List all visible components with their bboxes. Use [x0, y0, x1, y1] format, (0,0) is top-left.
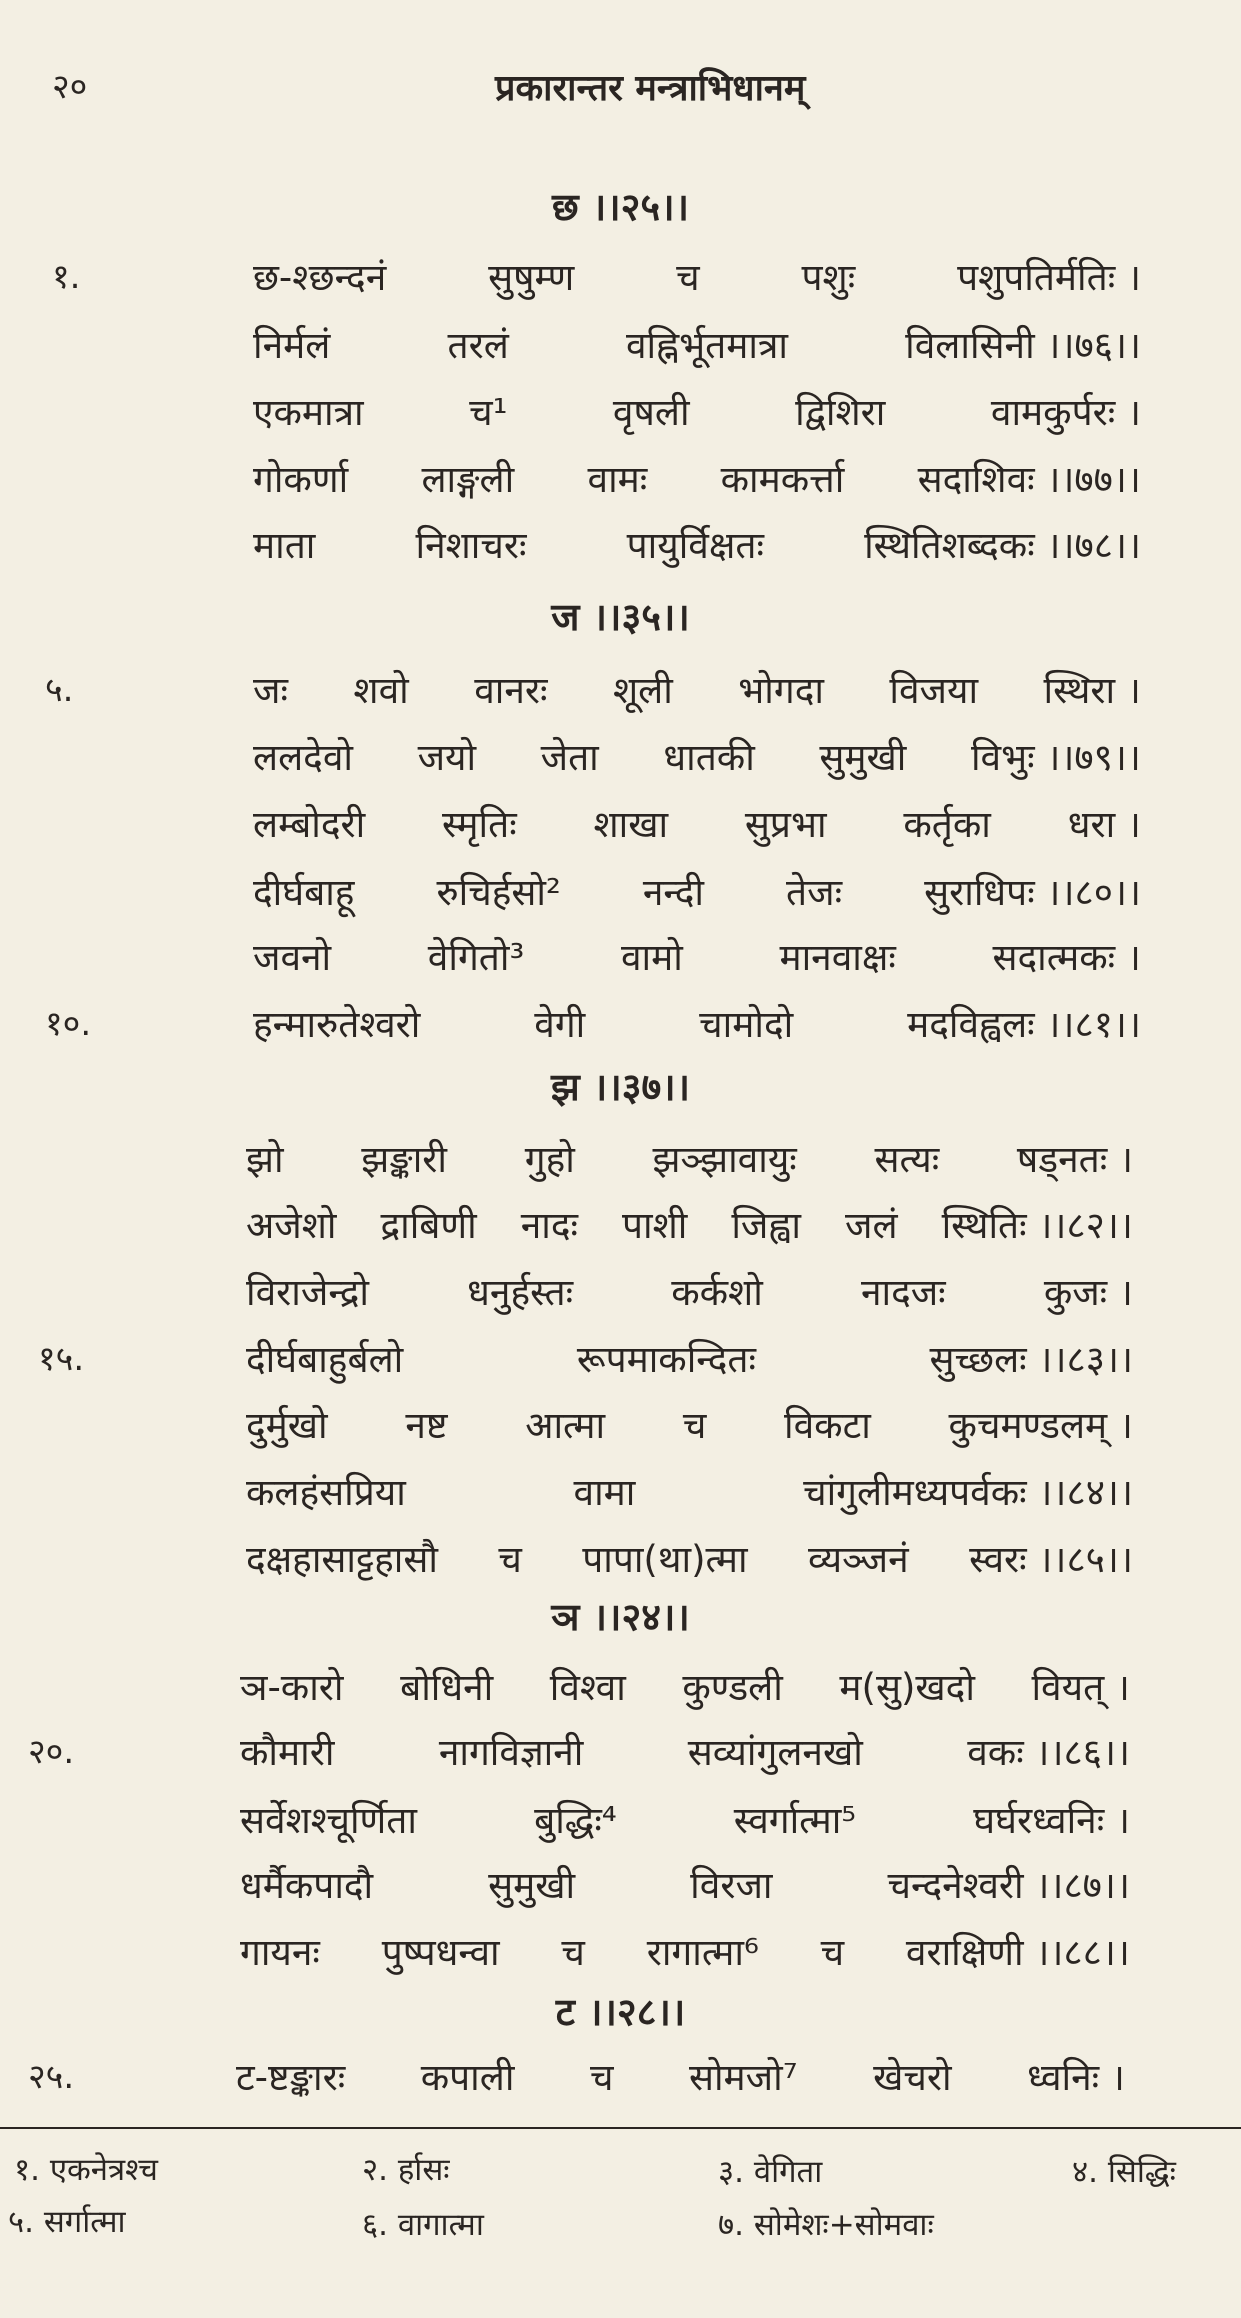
footnote: ४. सिद्धिः [1072, 2154, 1176, 2190]
verse-word: मदविह्वलः ।।८१।। [907, 1003, 1141, 1046]
verse-word: पुष्पधन्वा [381, 1931, 500, 1974]
footnote: २. र्हासः [362, 2152, 450, 2188]
verse-word: कौमारी [240, 1731, 335, 1774]
verse-word: दीर्घबाहुर्बलो [246, 1338, 404, 1381]
verse-word: लाङ्गली [421, 458, 515, 501]
verse-line [253, 518, 1141, 569]
verse-word: स्वरः ।।८५।। [969, 1538, 1133, 1581]
verse-line [253, 797, 1141, 848]
verse-word: विरजा [690, 1864, 773, 1907]
line-number: २५. [28, 2057, 75, 2097]
verse-word: व्यञ्जनं [808, 1538, 909, 1581]
verse-word: च [589, 2056, 614, 2099]
verse-word: वृषली [612, 391, 690, 434]
verse-word: वामकुर्परः । [990, 391, 1141, 434]
line-number: १५. [38, 1339, 85, 1379]
verse-word: अजेशो [246, 1204, 337, 1247]
footnote: ५. सर्गात्मा [8, 2204, 126, 2240]
verse-word: ञ-कारो [240, 1666, 344, 1709]
verse-word: सुच्छलः ।।८३।। [929, 1338, 1133, 1381]
verse-word: दीर्घबाहू [253, 871, 355, 914]
verse-word: वियत् । [1031, 1666, 1130, 1709]
verse-word: चांगुलीमध्यपर्वकः ।।८४।। [803, 1471, 1133, 1514]
verse-line [240, 1725, 1130, 1776]
verse-line [240, 1858, 1130, 1909]
verse-word: बोधिनी [400, 1666, 494, 1709]
verse-word: चामोदो [699, 1003, 794, 1046]
verse-word: ललदेवो [253, 736, 353, 779]
verse-word: सुमुखी [488, 1864, 576, 1907]
verse-word: कुण्डली [682, 1666, 783, 1709]
verse-word: छ-श्छन्दनं [253, 256, 387, 299]
verse-word: शवो [353, 669, 409, 712]
verse-word: वेगितो³ [427, 936, 525, 979]
verse-word: खेचरो [873, 2056, 952, 2099]
verse-word: जः [253, 669, 288, 712]
verse-word: च [676, 256, 700, 299]
verse-word: वानरः [474, 669, 548, 712]
verse-line [253, 452, 1141, 503]
verse-word: वकः ।।८६।। [967, 1731, 1130, 1774]
verse-word: जवनो [253, 936, 332, 979]
verse-word: कर्तृका [903, 803, 991, 846]
running-head: प्रकारान्तर मन्त्राभिधानम् [495, 68, 806, 109]
verse-word: सुमुखी [819, 736, 907, 779]
verse-line [253, 385, 1141, 436]
verse-word: जिह्वा [731, 1204, 802, 1247]
verse-line [253, 997, 1141, 1048]
verse-word: रागात्मा⁶ [646, 1931, 759, 1974]
verse-line [253, 318, 1141, 369]
verse-word: शूली [612, 669, 673, 712]
verse-word: चन्दनेश्वरी ।।८७।। [887, 1864, 1130, 1907]
verse-word: सोमजो⁷ [688, 2056, 798, 2099]
verse-word: स्मृतिः [442, 803, 517, 846]
verse-word: सुराधिपः ।।८०।। [924, 871, 1141, 914]
verse-word: ट-ष्टङ्कारः [236, 2056, 346, 2099]
section-heading: ञ ।।२४।। [551, 1595, 690, 1639]
verse-line [253, 250, 1141, 301]
verse-word: ध्वनिः । [1027, 2056, 1125, 2099]
verse-word: पशुपतिर्मतिः । [957, 256, 1141, 299]
verse-line [246, 1398, 1133, 1449]
verse-word: सदाशिवः ।।७७।। [917, 458, 1141, 501]
verse-word: विराजेन्द्रो [246, 1271, 369, 1314]
verse-word: सत्यः [874, 1138, 940, 1181]
footnote: १. एकनेत्रश्च [14, 2152, 158, 2188]
verse-word: म(सु)खदो [839, 1666, 975, 1709]
verse-word: षड्नतः । [1016, 1138, 1133, 1181]
verse-word: रूपमाकन्दितः [576, 1338, 756, 1381]
section-heading: छ ।।२५।। [552, 185, 689, 229]
verse-word: बुद्धिः⁴ [534, 1799, 617, 1842]
verse-line [253, 865, 1141, 916]
verse-word: पाशी [622, 1204, 688, 1247]
footnote: ७. सोमेशः+सोमवाः [718, 2207, 934, 2243]
verse-word: सदात्मकः । [992, 936, 1141, 979]
verse-word: वह्निर्भूतमात्रा [625, 324, 788, 367]
verse-word: पशुः [801, 256, 856, 299]
verse-word: धरा । [1067, 803, 1141, 846]
verse-line [253, 930, 1141, 981]
verse-word: रुचिर्हसो² [436, 871, 561, 914]
verse-word: हन्मारुतेश्वरो [253, 1003, 421, 1046]
verse-word: जलं [845, 1204, 898, 1247]
verse-word: वराक्षिणी ।।८८।। [905, 1931, 1130, 1974]
section-heading: ट ।।२८।। [555, 1990, 686, 2034]
verse-word: स्थितिः ।।८२।। [941, 1204, 1133, 1247]
verse-word: विलासिनी ।।७६।। [905, 324, 1141, 367]
line-number: १. [52, 257, 81, 297]
verse-word: मानवाक्षः [779, 936, 896, 979]
verse-word: तेजः [786, 871, 843, 914]
verse-word: माता [253, 524, 316, 567]
verse-word: तरलं [447, 324, 509, 367]
verse-word: जेता [540, 736, 599, 779]
verse-word: वामो [620, 936, 683, 979]
verse-word: दुर्मुखो [246, 1404, 328, 1447]
verse-word: गोकर्णा [253, 458, 349, 501]
verse-word: एकमात्रा [253, 391, 364, 434]
verse-line [240, 1793, 1130, 1844]
verse-word: झङ्कारी [361, 1138, 447, 1181]
verse-line [240, 1660, 1130, 1711]
verse-line [236, 2050, 1125, 2101]
verse-word: निशाचरः [415, 524, 527, 567]
page-number: २० [52, 67, 88, 107]
section-heading: झ ।।३७।। [550, 1065, 691, 1109]
verse-word: नागविज्ञानी [438, 1731, 584, 1774]
verse-word: पायुर्विक्षतः [626, 524, 764, 567]
footnote: ३. वेगिता [718, 2154, 823, 2190]
verse-word: घर्घरध्वनिः । [973, 1799, 1130, 1842]
verse-word: कलहंसप्रिया [246, 1471, 406, 1514]
verse-word: झो [246, 1138, 284, 1181]
verse-word: च [682, 1404, 707, 1447]
verse-line [246, 1132, 1133, 1183]
verse-word: गायनः [240, 1931, 320, 1974]
verse-word: जयो [417, 736, 477, 779]
verse-line [253, 663, 1141, 714]
verse-word: पापा(था)त्मा [582, 1538, 748, 1581]
verse-word: आत्मा [525, 1404, 606, 1447]
verse-line [240, 1925, 1130, 1976]
verse-word: स्थिरा । [1043, 669, 1141, 712]
verse-word: नन्दी [642, 871, 705, 914]
verse-line [246, 1332, 1133, 1383]
verse-word: च [820, 1931, 845, 1974]
verse-word: द्राबिणी [380, 1204, 477, 1247]
verse-word: कुचमण्डलम् । [948, 1404, 1133, 1447]
verse-word: भोगदा [738, 669, 824, 712]
verse-word: सव्यांगुलनखो [687, 1731, 863, 1774]
verse-word: वामा [573, 1471, 636, 1514]
verse-word: धातकी [663, 736, 755, 779]
verse-word: कामकर्त्ता [720, 458, 845, 501]
verse-line [253, 730, 1141, 781]
verse-line [246, 1465, 1133, 1516]
verse-word: दक्षहासाट्टहासौ [246, 1538, 438, 1581]
verse-word: धर्मैकपादौ [240, 1864, 374, 1907]
verse-word: कुजः । [1043, 1271, 1133, 1314]
verse-word: झञ्झावायुः [652, 1138, 797, 1181]
verse-word: वेगी [534, 1003, 586, 1046]
verse-word: सर्वेशश्चूर्णिता [240, 1799, 417, 1842]
verse-word: च [561, 1931, 585, 1974]
verse-word: लम्बोदरी [253, 803, 366, 846]
verse-word: च¹ [469, 391, 508, 434]
footnote: ६. वागात्मा [362, 2207, 484, 2243]
verse-line [246, 1265, 1133, 1316]
verse-word: नादः [520, 1204, 578, 1247]
verse-word: सुषुम्ण [488, 256, 575, 299]
verse-word: च [498, 1538, 522, 1581]
verse-word: निर्मलं [253, 324, 331, 367]
verse-word: विकटा [784, 1404, 871, 1447]
footnote-rule [0, 2127, 1241, 2129]
verse-line [246, 1198, 1133, 1249]
verse-word: विजया [889, 669, 979, 712]
verse-word: गुहो [524, 1138, 575, 1181]
verse-word: स्थितिशब्दकः ।।७८।। [864, 524, 1141, 567]
verse-word: वामः [587, 458, 648, 501]
verse-word: नष्ट [405, 1404, 448, 1447]
verse-word: विभुः ।।७९।। [970, 736, 1141, 779]
section-heading: ज ।।३५।। [551, 595, 690, 639]
verse-word: धनुर्हस्तः [467, 1271, 574, 1314]
verse-word: विश्वा [549, 1666, 626, 1709]
verse-word: नादजः [860, 1271, 946, 1314]
verse-word: शाखा [593, 803, 669, 846]
verse-line [246, 1532, 1133, 1583]
verse-word: सुप्रभा [744, 803, 827, 846]
line-number: ५. [45, 670, 74, 710]
line-number: २०. [28, 1732, 75, 1772]
verse-word: स्वर्गात्मा⁵ [733, 1799, 857, 1842]
line-number: १०. [45, 1004, 92, 1044]
verse-word: कर्कशो [671, 1271, 763, 1314]
verse-word: कपाली [420, 2056, 515, 2099]
verse-word: द्विशिरा [795, 391, 886, 434]
